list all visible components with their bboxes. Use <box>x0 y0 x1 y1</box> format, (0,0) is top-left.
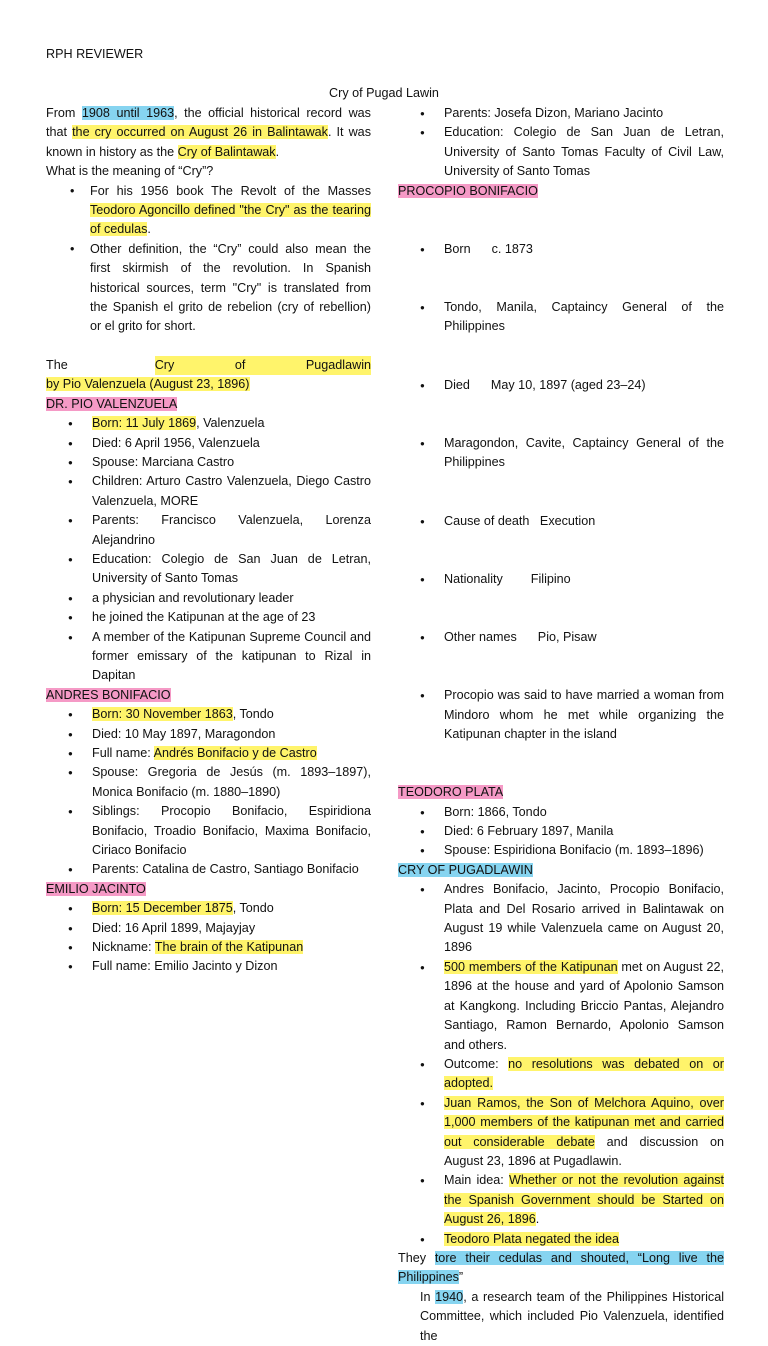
list-item: ● Procopio was said to have married a woman from Mindoro whom he met while organizing the Katipunan chapter in the island <box>398 686 724 744</box>
list-item <box>46 899 371 918</box>
list-item: ● Died: 16 April 1899, Majayjay <box>46 919 371 938</box>
item-text: , Tondo <box>232 901 274 916</box>
cry-word: Cry <box>154 357 175 372</box>
tore-paragraph <box>398 1249 724 1288</box>
emilio-born-highlight: Born: 15 December 1875 <box>92 901 233 916</box>
cry-word: Pugadlawin <box>305 357 371 372</box>
intro-text: From <box>46 106 82 120</box>
list-item: ● a physician and revolutionary leader <box>46 589 371 608</box>
item-text: , Tondo <box>232 707 274 722</box>
andres-fullname-highlight: Andrés Bonifacio y de Castro <box>153 746 317 760</box>
right-column <box>398 104 728 1346</box>
emilio-nickname-highlight: The brain of the Katipunan <box>154 940 304 955</box>
list-item: ● Spouse: Gregoria de Jesús (m. 1893–1897), Monica Bonifacio (m. 1880–1890) <box>46 763 371 802</box>
intro-text: . <box>275 144 280 159</box>
list-item <box>46 705 371 724</box>
list-item: ● Spouse: Espiridiona Bonifacio (m. 1893–1896) <box>398 841 724 860</box>
intro-highlight-date: the cry occurred on August 26 in Balintawak <box>72 125 328 140</box>
list-item <box>46 414 371 433</box>
list-item: ● Died: 6 February 1897, Manila <box>398 822 724 841</box>
procopio-heading: PROCOPIO BONIFACIO <box>398 183 538 198</box>
list-item <box>46 938 371 957</box>
list-item: ● Died May 10, 1897 (aged 23–24) <box>398 376 724 395</box>
para-text: , a research team of the Philippines Historical Committee, which included Pio Valenzuela, identified the <box>420 1289 724 1343</box>
tore-highlight: tore their cedulas and shouted, “Long live the Philippines <box>398 1250 724 1285</box>
list-item: ● Siblings: Procopio Bonifacio, Espiridiona Bonifacio, Troadio Bonifacio, Maxima Bonifacio, Ciriaco Bonifacio <box>46 802 371 860</box>
year-1940-highlight: 1940 <box>435 1289 464 1304</box>
agoncillo-highlight: Teodoro Agoncillo defined "the Cry" as the tearing of cedulas <box>90 203 371 237</box>
list-item: ● Tondo, Manila, Captaincy General of the Philippines <box>398 298 724 337</box>
emilio-heading: EMILIO JACINTO <box>46 881 146 896</box>
cry-title-line <box>46 356 371 375</box>
item-text: Nickname: <box>92 940 155 955</box>
item-text: Outcome: <box>444 1056 509 1071</box>
plata-highlight: Teodoro Plata negated the idea <box>444 1231 620 1246</box>
cry-heading: CRY OF PUGADLAWIN <box>398 862 533 877</box>
list-item <box>398 1094 724 1172</box>
list-item: ● Education: Colegio de San Juan de Letran, University of Santo Tomas <box>46 550 371 589</box>
juan-ramos-highlight: Juan Ramos, the Son of Melchora Aquino, over 1,000 members of the katipunan met and carried out considerable debate <box>444 1095 724 1149</box>
list-item: ● Parents: Francisco Valenzuela, Lorenza Alejandrino <box>46 511 371 550</box>
andres-born-highlight: Born: 30 November 1863 <box>92 707 233 722</box>
list-item <box>398 1230 724 1249</box>
cry-word: of <box>234 357 246 372</box>
intro-text: . It was known in history as the <box>46 125 371 159</box>
pio-list <box>46 414 371 686</box>
list-item: ● Cause of death Execution <box>398 512 724 531</box>
meaning-question: What is the meaning of “Cry”? <box>46 164 214 179</box>
list-item: ● Nationality Filipino <box>398 570 724 589</box>
cry-word: The <box>46 357 68 372</box>
document-header: RPH REVIEWER <box>46 47 144 61</box>
intro-highlight-name: Cry of Balintawak <box>177 144 276 159</box>
document-title: Cry of Pugad Lawin <box>329 86 439 100</box>
item-text: Main idea: <box>444 1173 509 1188</box>
item-text: Full name: <box>92 746 154 760</box>
item-text: met on August 22, 1896 at the house and yard of Apolonio Samson at Kangkong. Including Briccio Pantas, Alejandro Santiago, Ramon Bernardo, Apolonio Samson and others. <box>444 959 724 1052</box>
item-text: , Valenzuela <box>196 416 265 431</box>
item-text: and discussion on August 23, 1896 at Pugadlawin. <box>444 1134 724 1168</box>
cry-title-byline: by Pio Valenzuela (August 23, 1896) <box>46 377 250 392</box>
list-item: ● Parents: Josefa Dizon, Mariano Jacinto <box>398 104 724 123</box>
list-item: ● Full name: Emilio Jacinto y Dizon <box>46 957 371 976</box>
item-text: For his 1956 book The Revolt of the Masses <box>90 183 371 198</box>
list-item: ● A member of the Katipunan Supreme Council and former emissary of the katipunan to Rizal in Dapitan <box>46 628 371 686</box>
cry-title-highlight <box>155 356 371 375</box>
para-text: In <box>420 1289 436 1304</box>
emilio-list <box>46 899 371 977</box>
list-item: ● Spouse: Marciana Castro <box>46 453 371 472</box>
intro-highlight-years: 1908 until 1963 <box>81 106 175 120</box>
andres-heading: ANDRES BONIFACIO <box>46 687 171 702</box>
list-item: ● Died: 6 April 1956, Valenzuela <box>46 434 371 453</box>
left-column <box>46 104 371 977</box>
para-text: ” <box>458 1270 464 1285</box>
item-text: . <box>147 222 151 237</box>
list-item <box>398 1055 724 1094</box>
meaning-list <box>46 182 371 337</box>
list-item: ● Maragondon, Cavite, Captaincy General of the Philippines <box>398 434 724 473</box>
teodoro-list <box>398 803 724 861</box>
procopio-list <box>398 201 728 783</box>
list-item <box>398 1171 724 1229</box>
para-text: They <box>398 1250 435 1265</box>
members-highlight: 500 members of the Katipunan <box>444 959 618 974</box>
intro-paragraph <box>46 104 371 162</box>
main-idea-highlight: Whether or not the revolution against the Spanish Government should be Started on August 26, 1896 <box>444 1173 724 1227</box>
intro-text: , the official historical record was that <box>46 106 371 140</box>
teodoro-heading: TEODORO PLATA <box>398 785 504 800</box>
list-item: ● Died: 10 May 1897, Maragondon <box>46 725 371 744</box>
list-item <box>46 744 371 763</box>
list-item: ● he joined the Katipunan at the age of 23 <box>46 608 371 627</box>
list-item <box>398 958 724 1055</box>
item-text: . <box>535 1212 540 1227</box>
pio-heading: DR. PIO VALENZUELA <box>46 396 178 411</box>
list-item: ● Education: Colegio de San Juan de Letran, University of Santo Tomas Faculty of Civil Law, University of Santo Tomas <box>398 123 724 181</box>
last-paragraph <box>398 1288 724 1346</box>
list-item <box>46 182 371 240</box>
list-item: ● Born: 1866, Tondo <box>398 803 724 822</box>
list-item: ● Born c. 1873 <box>398 240 724 259</box>
list-item: ● Other names Pio, Pisaw <box>398 628 724 647</box>
list-item: • Other definition, the “Cry” could also mean the first skirmish of the revolution. In Spanish historical sources, term "Cry" is translated from the Spanish el grito de rebelion (cry of rebellion) or el grito for short. <box>46 240 371 337</box>
list-item: ● Parents: Catalina de Castro, Santiago Bonifacio <box>46 860 371 879</box>
pio-born-highlight: Born: 11 July 1869 <box>92 416 197 431</box>
emilio-list-continued <box>398 104 724 182</box>
andres-list <box>46 705 371 880</box>
list-item: ● Andres Bonifacio, Jacinto, Procopio Bonifacio, Plata and Del Rosario arrived in Balintawak on August 19 while Valenzuela came on August 20, 1896 <box>398 880 724 958</box>
cry-list <box>398 880 724 1249</box>
list-item: ● Children: Arturo Castro Valenzuela, Diego Castro Valenzuela, MORE <box>46 472 371 511</box>
outcome-highlight: no resolutions was debated on or adopted. <box>444 1056 724 1091</box>
